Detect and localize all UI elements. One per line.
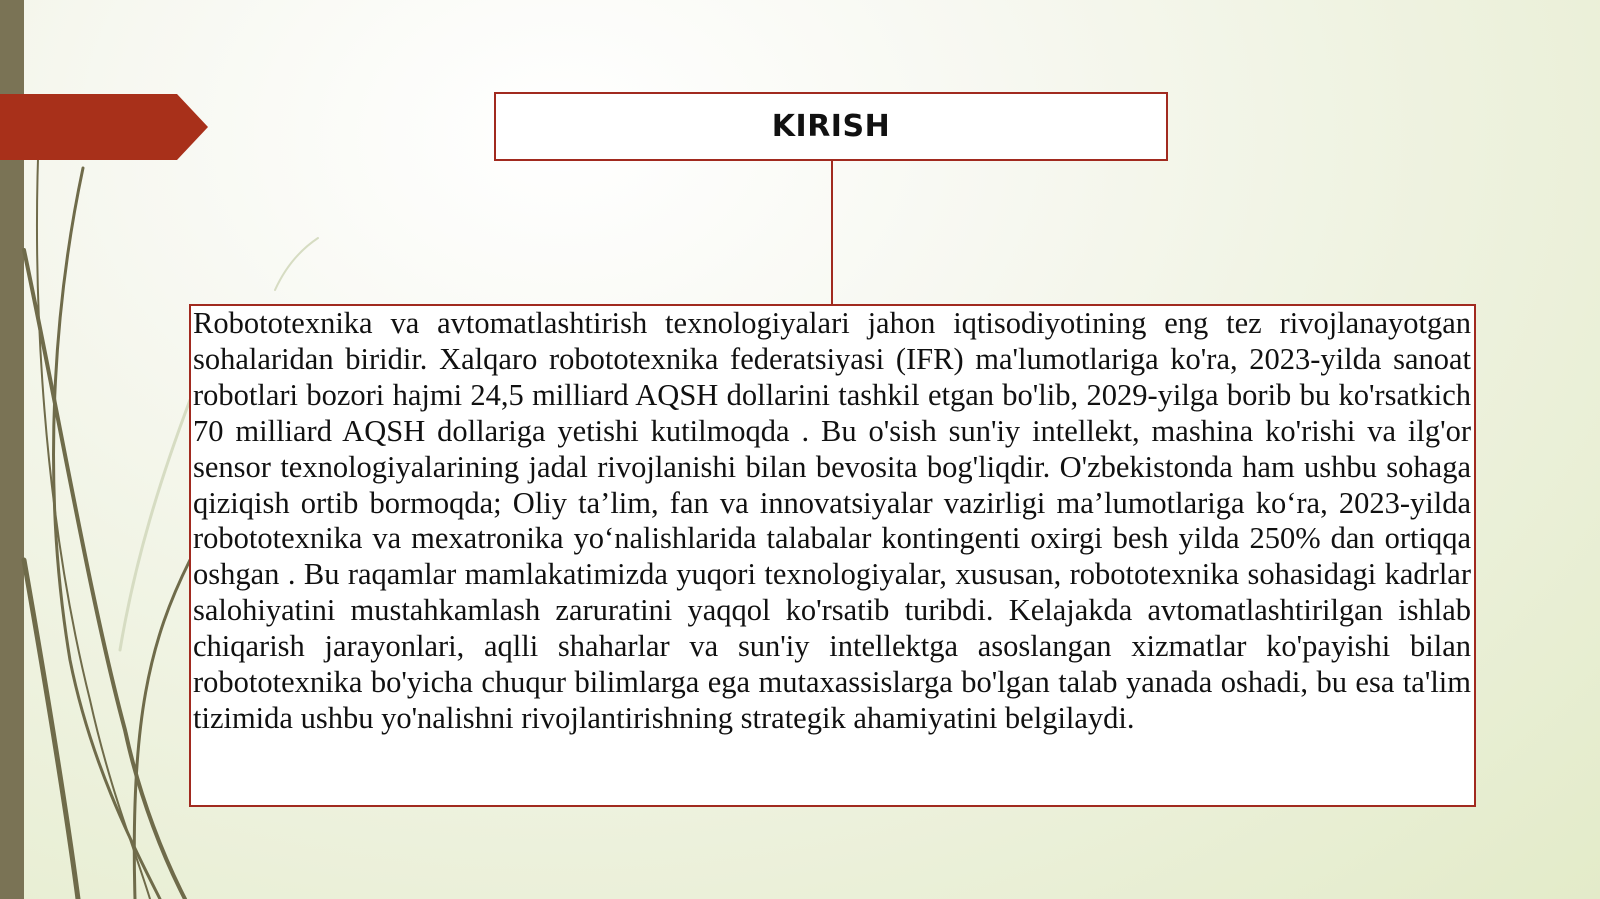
- red-arrow-shape: [0, 94, 208, 160]
- body-paragraph: Robototexnika va avtomatlashtirish texnologiyalari jahon iqtisodiyotining eng tez rivojlanayotgan sohalaridan biridir. Xalqaro robototexnika federatsiyasi (IFR) ma'lumotlariga ko'ra, 2023-yilda sanoat robotlari bozori hajmi 24,5 milliard AQSH dollarini tashkil etgan bo'lib, 2029-yilga borib bu ko'rsatkich 70 milliard AQSH dollariga yetishi kutilmoqda . Bu o'sish sun'iy intellekt, mashina ko'rishi va ilg'or sensor texnologiyalarining jadal rivojlanishi bilan bevosita bog'liqdir. O'zbekistonda ham ushbu sohaga qiziqish ortib bormoqda; Oliy ta’lim, fan va innovatsiyalar vazirligi ma’lumotlariga ko‘ra, 2023-yilda robototexnika va mexatronika yo‘nalishlarida talabalar kontingenti oxirgi besh yilda 250% dan ortiqqa oshgan . Bu raqamlar mamlakatimizda yuqori texnologiyalar, xususan, robototexnika sohasidagi kadrlar salohiyatini mustahkamlash zaruratini yaqqol ko'rsatib turibdi. Kelajakda avtomatlashtirilgan ishlab chiqarish jarayonlari, aqlli shaharlar va sun'iy intellektga asoslangan xizmatlar ko'payishi bilan robototexnika bo'yicha chuqur bilimlarga ega mutaxassislarga bo'lgan talab yanada oshadi, bu esa ta'lim tizimida ushbu yo'nalishni rivojlantirishning strategik ahamiyatini belgilaydi.: [193, 306, 1471, 735]
- grass-stems-decoration: [24, 110, 190, 899]
- body-text-box: [189, 304, 1476, 807]
- title-box: [494, 92, 1168, 161]
- slide-title: KIRISH: [771, 109, 891, 144]
